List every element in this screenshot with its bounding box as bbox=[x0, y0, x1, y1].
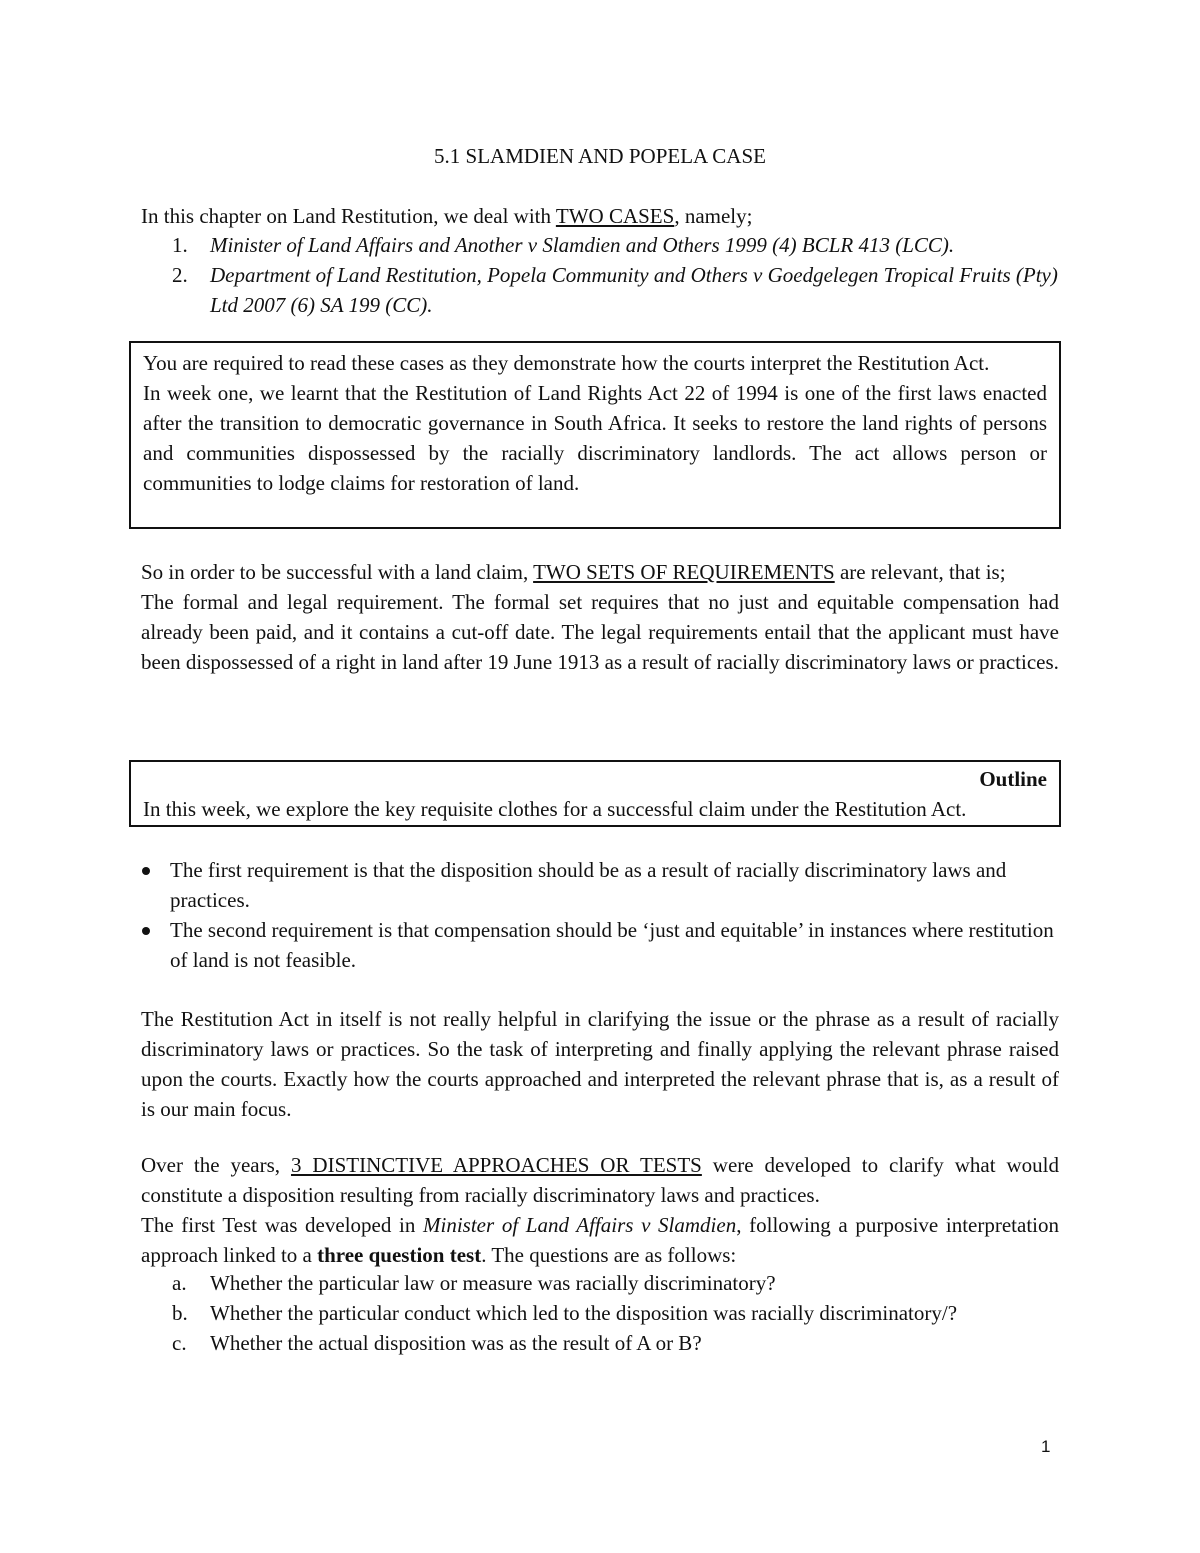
restitution-act-paragraph: The Restitution Act in itself is not really helpful in clarifying the issue or the phrase as a result of racially discriminatory laws or practices. So the task of interpreting and finally applying the relevant phrase raised upon the courts. Exactly how the courts approached and interpreted the relevant phrase that is, as a result of is our main focus. bbox=[141, 1007, 1059, 1121]
bullet-icon bbox=[142, 867, 150, 875]
outline-box bbox=[129, 760, 1061, 827]
question-item: a. Whether the particular law or measure was racially discriminatory? bbox=[172, 1271, 776, 1295]
first-test-paragraph: The first Test was developed in Minister of Land Affairs v Slamdien, following a purposive interpretation approach linked to a three question test. The questions are as follows: bbox=[141, 1213, 1060, 1267]
tests-section bbox=[141, 1150, 1059, 1270]
question-item: b. Whether the particular conduct which led to the disposition was racially discriminatory/? bbox=[172, 1301, 958, 1325]
case-item: 2. Department of Land Restitution, Popela Community and Others v Goedgelegen Tropical Fruits (Pty) Ltd 2007 (6) SA 199 (CC). bbox=[172, 263, 1058, 317]
case-list bbox=[172, 230, 1062, 320]
tests-intro: Over the years, 3 DISTINCTIVE APPROACHES OR TESTS were developed to clarify what would constitute a disposition resulting from racially discriminatory laws and practices. bbox=[141, 1153, 1059, 1207]
bullet-item: The first requirement is that the disposition should be as a result of racially discriminatory laws and practices. bbox=[141, 855, 1061, 915]
case-item: 1. Minister of Land Affairs and Another v Slamdien and Others 1999 (4) BCLR 413 (LCC). bbox=[172, 233, 955, 257]
three-tests-underline: 3 DISTINCTIVE APPROACHES OR TESTS bbox=[290, 1153, 702, 1177]
requirement-bullets bbox=[141, 855, 1061, 975]
reading-note-box bbox=[129, 341, 1061, 529]
question-item: c. Whether the actual disposition was as the result of A or B? bbox=[172, 1331, 702, 1355]
intro-paragraph: In this chapter on Land Restitution, we deal with TWO CASES, namely; bbox=[141, 204, 753, 228]
question-list bbox=[172, 1268, 1062, 1358]
page-title: 5.1 SLAMDIEN AND POPELA CASE bbox=[434, 144, 766, 168]
two-cases-underline: TWO CASES bbox=[555, 204, 675, 228]
bullet-icon bbox=[142, 927, 150, 935]
two-sets-underline: TWO SETS OF REQUIREMENTS bbox=[533, 560, 835, 584]
requirements-body: The formal and legal requirement. The formal set requires that no just and equitable compensation had already been paid, and it contains a cut-off date. The legal requirements entail that the applicant must have been dispossessed of a right in land after 19 June 1913 as a result of racially discriminatory laws or practices. bbox=[141, 590, 1059, 674]
reading-note-line: You are required to read these cases as they demonstrate how the courts interpret the Restitution Act. bbox=[143, 351, 990, 375]
bullet-item: The second requirement is that compensation should be ‘just and equitable’ in instances where restitution of land is not feasible. bbox=[141, 915, 1061, 975]
requirements-section bbox=[141, 557, 1059, 677]
week-one-recap: In week one, we learnt that the Restitution of Land Rights Act 22 of 1994 is one of the first laws enacted after the transition to democratic governance in South Africa. It seeks to restore the land rights of persons and communities dispossessed by the racially discriminatory landlords. The act allows person or communities to lodge claims for restoration of land. bbox=[143, 381, 1047, 495]
outline-heading: Outline bbox=[979, 767, 1047, 791]
page-number: 1 bbox=[1041, 1437, 1051, 1456]
requirements-intro: So in order to be successful with a land claim, TWO SETS OF REQUIREMENTS are relevant, that is; bbox=[141, 560, 1006, 584]
outline-text: In this week, we explore the key requisite clothes for a successful claim under the Restitution Act. bbox=[143, 797, 967, 821]
